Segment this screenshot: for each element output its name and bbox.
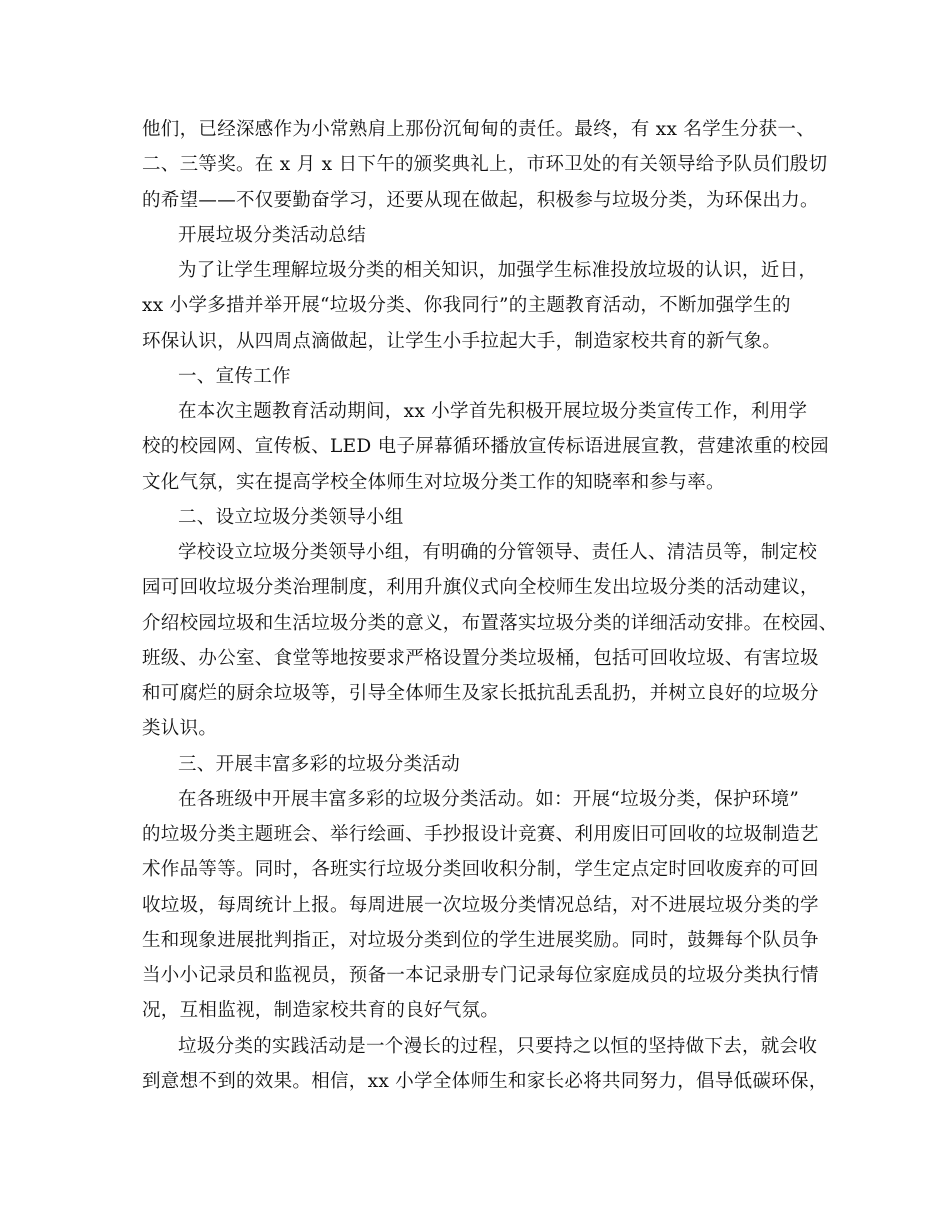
text-line: 在各班级中开展丰富多彩的垃圾分类活动。如：开展“垃圾分类，保护环境” [178,788,800,810]
text-line: 一、宣传工作 [178,365,291,387]
text-line: 在本次主题教育活动期间，xx 小学首先积极开展垃圾分类宣传工作，利用学 [178,401,808,422]
text-line: 文化气氛，实在提高学校全体师生对垃圾分类工作的知晓率和参与率。 [142,471,725,493]
text-line: 二、设立垃圾分类领导小组 [178,506,404,528]
text-line: 介绍校园垃圾和生活垃圾分类的意义，布置落实垃圾分类的详细活动安排。在校园、 [142,612,838,634]
text-line: 类认识。 [142,718,218,740]
text-line: 园可回收垃圾分类治理制度，利用升旗仪式向全校师生发出垃圾分类的活动建议， [142,577,819,599]
text-line: 的希望——不仅要勤奋学习，还要从现在做起，积极参与垃圾分类，为环保出力。 [142,189,819,211]
text-line: 当小小记录员和监视员，预备一本记录册专门记录每位家庭成员的垃圾分类执行情 [142,965,819,986]
text-line: 垃圾分类的实践活动是一个漫长的过程，只要持之以恒的坚持做下去，就会收 [178,1035,818,1057]
text-line: 环保认识，从四周点滴做起，让学生小手拉起大手，制造家校共育的新气象。 [142,330,782,352]
text-line: 二、三等奖。在 x 月 x 日下午的颁奖典礼上，市环卫处的有关领导给予队员们殷切 [142,154,828,176]
text-line: xx 小学多措并举开展“垃圾分类、你我同行”的主题教育活动，不断加强学生的 [142,295,791,317]
text-line: 三、开展丰富多彩的垃圾分类活动 [178,753,461,775]
text-line: 收垃圾，每周统计上报。每周进展一次垃圾分类情况总结，对不进展垃圾分类的学 [142,894,819,916]
text-line: 和可腐烂的厨余垃圾等，引导全体师生及家长抵抗乱丢乱扔，并树立良好的垃圾分 [142,683,819,704]
text-line: 况，互相监视，制造家校共育的良好气氛。 [142,1000,500,1022]
text-line: 校的校园网、宣传板、LED 电子屏幕循环播放宣传标语进展宣教，营建浓重的校园 [142,436,829,458]
text-line: 术作品等等。同时，各班实行垃圾分类回收积分制，学生定点定时回收废弃的可回 [142,859,819,881]
text-line: 的垃圾分类主题班会、举行绘画、手抄报设计竞赛、利用废旧可回收的垃圾制造艺 [142,824,819,845]
text-line: 到意想不到的效果。相信，xx 小学全体师生和家长必将共同努力，倡导低碳环保， [142,1070,828,1092]
text-line: 班级、办公室、食堂等地按要求严格设置分类垃圾桶，包括可回收垃圾、有害垃圾 [142,647,819,669]
text-line: 他们，已经深感作为小常熟肩上那份沉甸甸的责任。最终，有 xx 名学生分获一、 [142,119,816,140]
text-line: 开展垃圾分类活动总结 [178,224,367,246]
text-line: 为了让学生理解垃圾分类的相关知识，加强学生标准投放垃圾的认识，近日， [178,260,818,281]
text-line: 生和现象进展批判指正，对垃圾分类到位的学生进展奖励。同时，鼓舞每个队员争 [142,929,819,951]
text-line: 学校设立垃圾分类领导小组，有明确的分管领导、责任人、清洁员等，制定校 [178,542,818,563]
